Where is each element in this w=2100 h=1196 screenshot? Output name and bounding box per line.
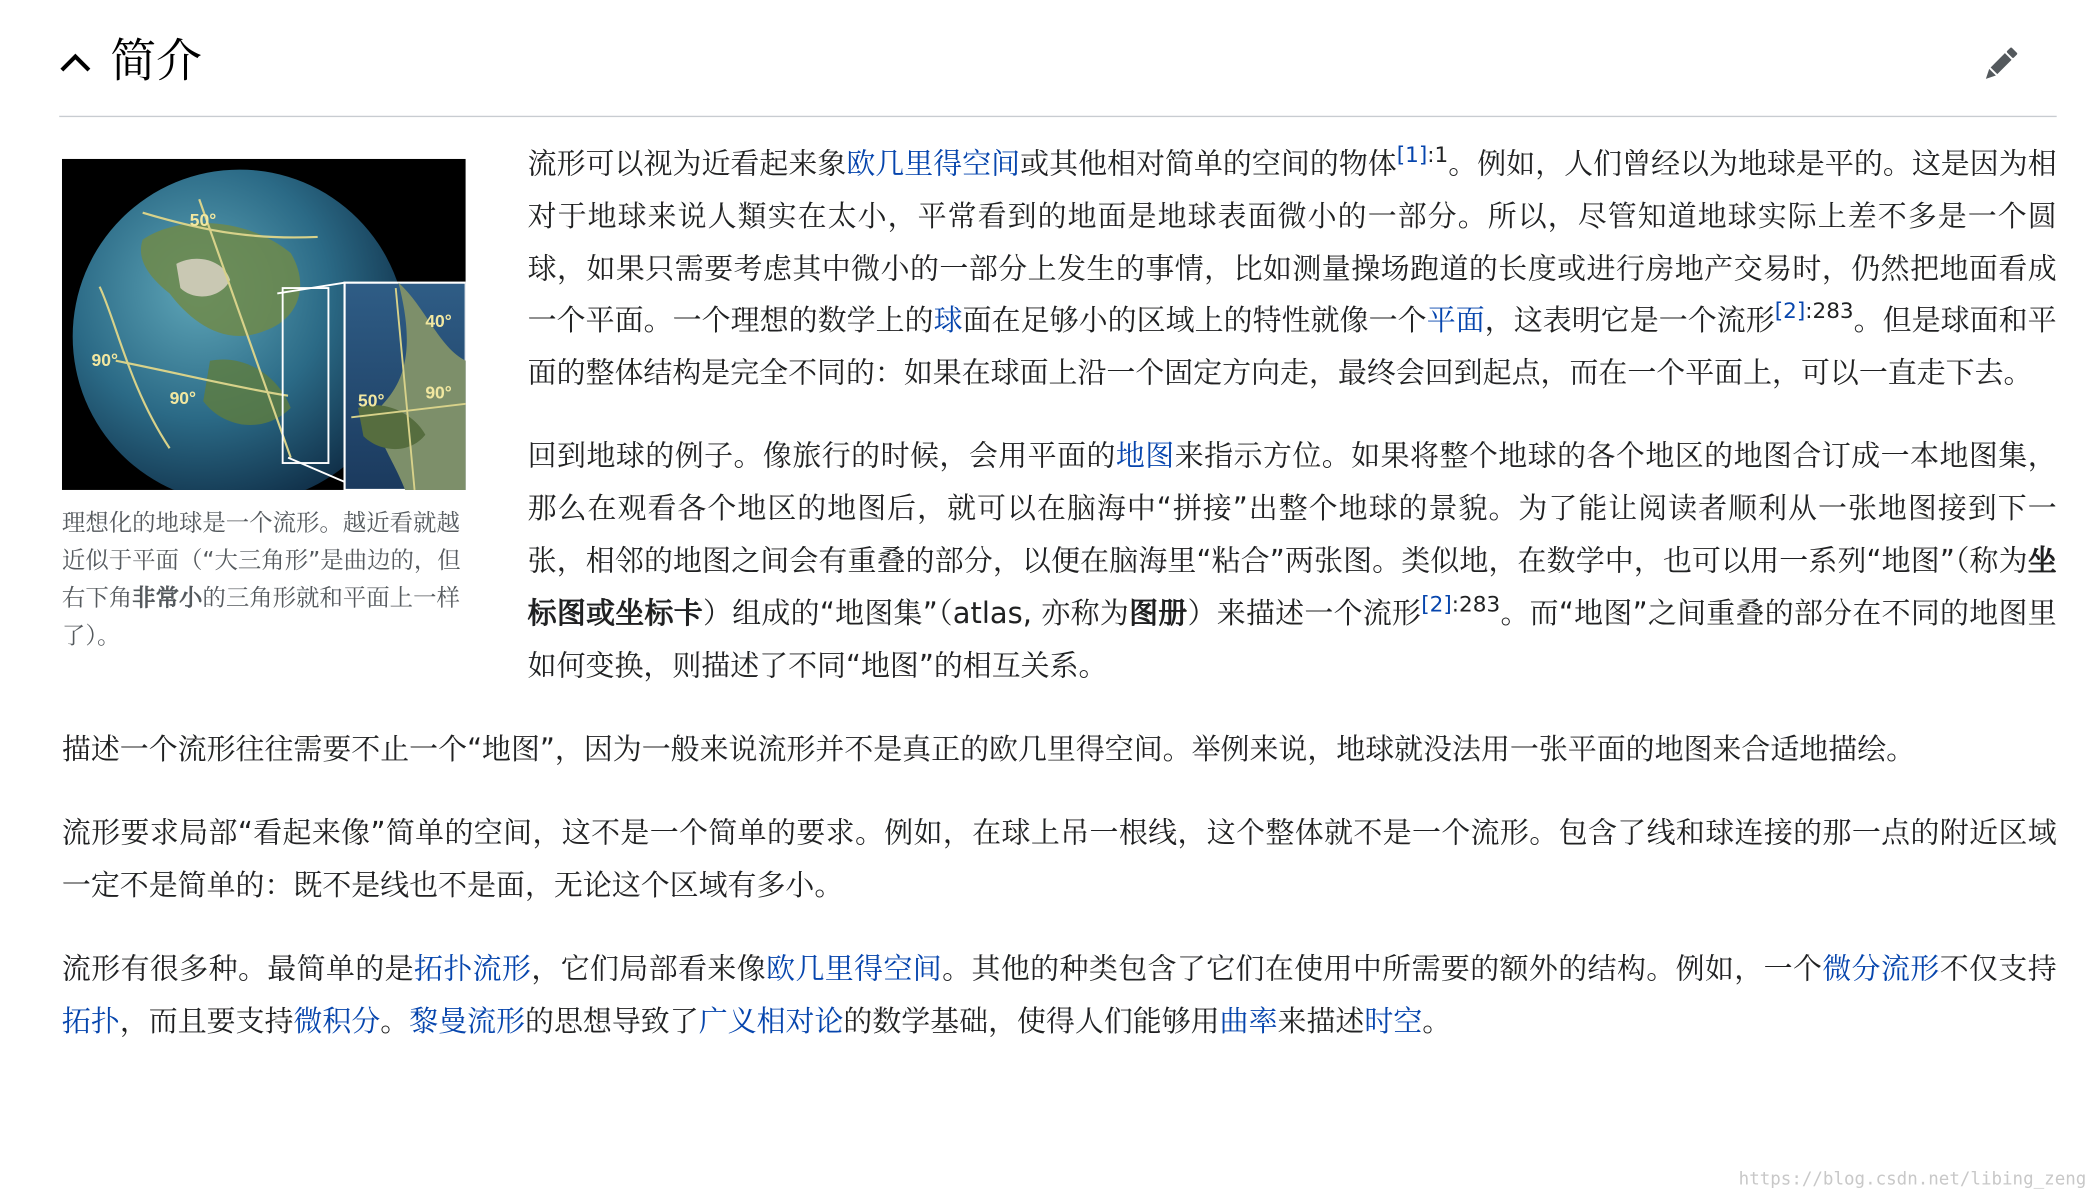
angle-label: 40° xyxy=(425,311,452,332)
link-calculus[interactable]: 微积分 xyxy=(293,1005,381,1040)
citation-page: :283 xyxy=(1451,590,1501,617)
citation xyxy=(1775,298,1854,324)
link-topology[interactable]: 拓扑 xyxy=(61,1005,120,1040)
text: 流形有很多种。最简单的是 xyxy=(61,953,415,988)
watermark: https://blog.csdn.net/libing_zeng xyxy=(1738,1169,2087,1190)
text: 的数学基础，使得人们能够用 xyxy=(843,1005,1220,1040)
text: 。 xyxy=(1422,1005,1452,1040)
text: 或其他相对简单的空间的物体 xyxy=(1020,148,1397,182)
bold-term: 图册 xyxy=(1129,597,1188,632)
globe-image[interactable] xyxy=(62,159,466,490)
text: ，这表明它是一个流形 xyxy=(1484,304,1775,339)
text: 面在足够小的区域上的特性就像一个 xyxy=(962,304,1427,339)
bold-term: 或 xyxy=(586,597,616,632)
link-spacetime[interactable]: 时空 xyxy=(1364,1005,1423,1040)
citation-page: :283 xyxy=(1805,298,1854,324)
citation xyxy=(1421,591,1500,617)
angle-label: 90° xyxy=(425,382,452,403)
citation-link-2[interactable]: [2] xyxy=(1774,298,1806,324)
section-header xyxy=(59,30,2056,117)
link-euclidean-space[interactable]: 欧几里得空间 xyxy=(846,148,1021,182)
paragraph-5 xyxy=(62,945,2057,1049)
text: 。其他的种类包含了它们在使用中所需要的额外的结构。例如，一个 xyxy=(942,953,1823,988)
article-content xyxy=(62,140,2057,1081)
text: 。而“地图”之间重叠的部分在不同的地图里如何变换，则描述了不同“地图”的相互关系。 xyxy=(527,597,2057,684)
text: ，而且要支持 xyxy=(119,1005,294,1040)
link-topological-manifold[interactable]: 拓扑流形 xyxy=(414,953,532,988)
link-general-relativity[interactable]: 广义相对论 xyxy=(698,1005,844,1040)
caption-text: 的三角形就和平面上一样了）。 xyxy=(61,585,460,651)
link-map[interactable]: 地图 xyxy=(1115,440,1175,475)
paragraph-3: 描述一个流形往往需要不止一个“地图”，因为一般来说流形并不是真正的欧几里得空间。举例来说，地球就没法用一张平面的地图来合适地描绘。 xyxy=(61,733,1916,768)
paragraph-4: 流形要求局部“看起来像”简单的空间，这不是一个简单的要求。例如，在球上吊一根线，这个整体就不是一个流形。包含了线和球连接的那一点的附近区域一定不是简单的：既不是线也不是面，无论这个区域有多小。 xyxy=(61,817,2057,904)
chevron-up-icon[interactable] xyxy=(59,46,91,78)
link-euclidean-space[interactable]: 欧几里得空间 xyxy=(766,953,943,988)
link-curvature[interactable]: 曲率 xyxy=(1219,1005,1278,1040)
text: 。例如，人们曾经以为地球是平的。这是因为相对于地球来说人類实在太小，平常看到的地面是地球表面微小的一部分。所以，尽管知道地球实际上差不多是一个圆球，如果只需要考虑其中微小的一部分上发生的事情，比如测量操场跑道的长度或进行房地产交易时，仍然把地面看成一个平面。一个理想的数学上的 xyxy=(527,148,2057,339)
pencil-icon[interactable] xyxy=(1979,43,2022,86)
text: 不仅支持 xyxy=(1939,953,2057,988)
text: 回到地球的例子。像旅行的时候，会用平面的 xyxy=(527,440,1116,475)
text: 。但是球面和平面的整体结构是完全不同的：如果在球面上沿一个固定方向走，最终会回到起点，而在一个平面上，可以一直走下去。 xyxy=(527,304,2057,391)
citation xyxy=(1397,142,1448,168)
bold-term: 坐标图 xyxy=(527,545,2057,632)
figure-caption xyxy=(62,505,482,656)
citation-link-1[interactable]: [1] xyxy=(1396,141,1428,168)
angle-label: 90° xyxy=(169,387,197,408)
angle-label: 50° xyxy=(189,210,217,231)
text: ）来描述一个流形 xyxy=(1187,597,1422,632)
text: 来指示方位。如果将整个地球的各个地区的地图合订成一本地图集，那么在观看各个地区的地图后，就可以在脑海中“拼接”出整个地球的景貌。为了能让阅读者顺利从一张地图接到下一张，相邻的地图之间会有重叠的部分，以便在脑海里“粘合”两张图。类似地，在数学中，也可以用一系列“地图”（称为 xyxy=(527,440,2057,579)
angle-label: 90° xyxy=(91,350,118,371)
text: ，它们局部看来像 xyxy=(531,953,767,988)
text: ）组成的“地图集”（atlas, 亦称为 xyxy=(702,597,1130,632)
text: 流形可以视为近看起来象 xyxy=(527,148,847,182)
link-plane[interactable]: 平面 xyxy=(1426,304,1485,339)
link-riemannian-manifold[interactable]: 黎曼流形 xyxy=(409,1005,526,1040)
angle-label: 50° xyxy=(358,390,385,411)
bold-term: 坐标卡 xyxy=(615,597,703,632)
link-sphere[interactable]: 球 xyxy=(933,304,963,339)
figure xyxy=(62,159,482,656)
text: 来描述 xyxy=(1277,1005,1365,1040)
citation-link-2[interactable]: [2] xyxy=(1421,590,1452,617)
caption-bold: 非常小 xyxy=(132,585,203,613)
text: 的思想导致了 xyxy=(525,1005,699,1040)
caption-text: 理想化的地球是一个流形。越近看就越近似于平面（“大三角形”是曲边的，但右下角 xyxy=(61,510,461,613)
link-differentiable-manifold[interactable]: 微分流形 xyxy=(1822,953,1940,988)
section-title: 简介 xyxy=(110,34,202,89)
text: 。 xyxy=(380,1005,410,1040)
citation-page: :1 xyxy=(1427,141,1449,168)
